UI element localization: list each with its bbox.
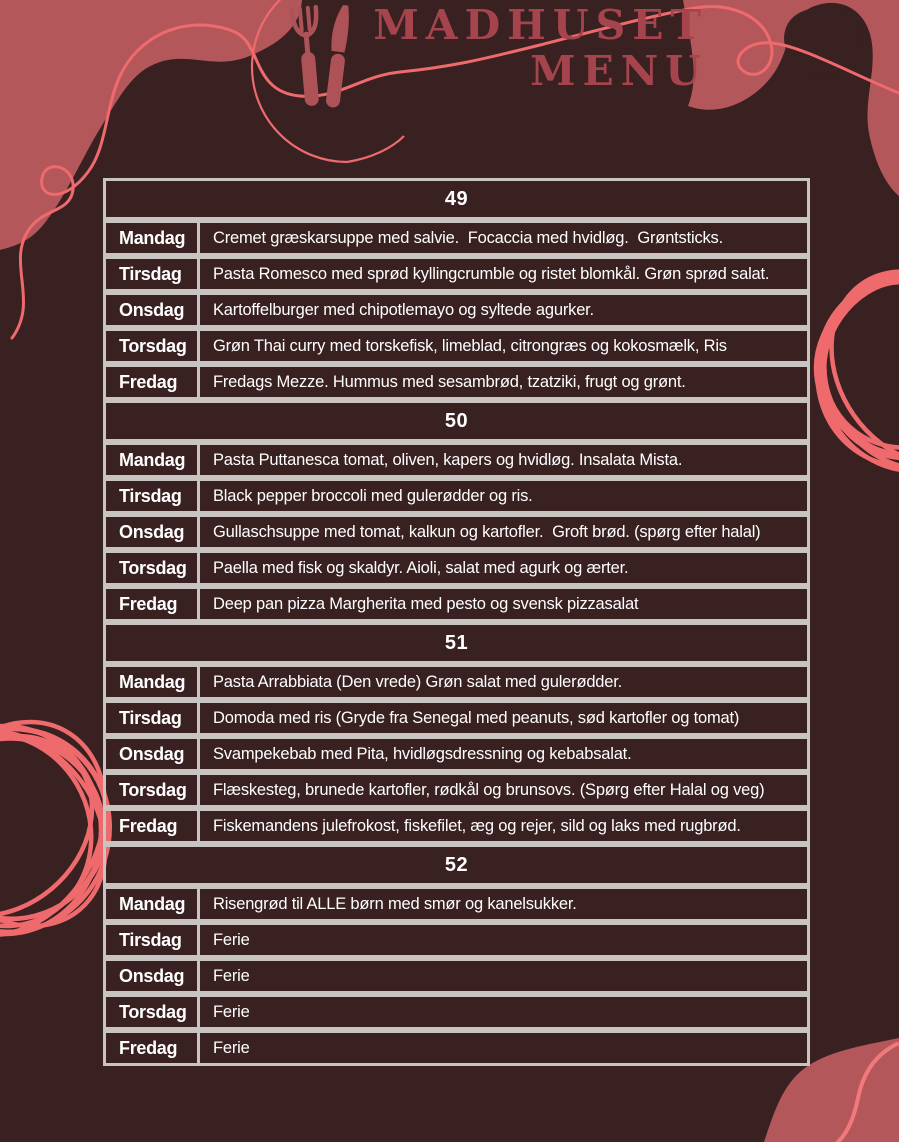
menu-day-row [103,1030,810,1066]
week-number-header: 50 [103,400,810,442]
menu-day-row [103,994,810,1030]
menu-day-row [103,442,810,478]
menu-day-row [103,772,810,808]
day-label: Mandag [106,889,200,919]
dish-text: Fredags Mezze. Hummus med sesambrød, tzatziki, frugt og grønt. [213,372,686,391]
day-label: Mandag [106,223,200,253]
dish-text: Pasta Puttanesca tomat, oliven, kapers og hvidløg. Insalata Mista. [213,450,683,469]
dish-text: Gullaschsuppe med tomat, kalkun og kartofler. Groft brød. (spørg efter halal) [213,522,761,541]
menu-day-row [103,256,810,292]
menu-day-row [103,586,810,622]
menu-day-row [103,550,810,586]
day-label: Torsdag [106,775,200,805]
dish-text: Black pepper broccoli med gulerødder og ris. [213,486,533,505]
day-label: Fredag [106,811,200,841]
dish-text: Ferie [213,1002,250,1021]
day-label: Fredag [106,367,200,397]
day-label: Onsdag [106,961,200,991]
menu-day-row [103,220,810,256]
menu-day-row [103,364,810,400]
menu-day-row [103,736,810,772]
dish-text: Deep pan pizza Margherita med pesto og svensk pizzasalat [213,594,639,613]
dish-text: Pasta Arrabbiata (Den vrede) Grøn salat med gulerødder. [213,672,623,691]
menu-day-row [103,808,810,844]
page-title [373,2,708,94]
dish-text: Svampekebab med Pita, hvidløgsdressning og kebabsalat. [213,744,632,763]
menu-day-row [103,958,810,994]
dish-text: Ferie [213,966,250,985]
dish-text: Flæskesteg, brunede kartofler, rødkål og brunsovs. (Spørg efter Halal og veg) [213,780,765,799]
day-label: Onsdag [106,517,200,547]
day-label: Tirsdag [106,925,200,955]
day-label: Onsdag [106,739,200,769]
dish-text: Cremet græskarsuppe med salvie. Focaccia med hvidløg. Grøntsticks. [213,228,723,247]
week-number-header: 49 [103,178,810,220]
dish-text: Paella med fisk og skaldyr. Aioli, salat med agurk og ærter. [213,558,629,577]
title-line-2: MENU [530,47,708,95]
menu-day-row [103,664,810,700]
dish-text: Fiskemandens julefrokost, fiskefilet, æg og rejer, sild og laks med rugbrød. [213,816,741,835]
dish-text: Domoda med ris (Gryde fra Senegal med peanuts, sød kartofler og tomat) [213,708,740,727]
menu-table [103,178,810,1066]
day-label: Mandag [106,445,200,475]
day-label: Tirsdag [106,703,200,733]
header [0,0,899,130]
menu-day-row [103,886,810,922]
day-label: Fredag [106,589,200,619]
menu-day-row [103,292,810,328]
day-label: Tirsdag [106,481,200,511]
fork-and-knife-icon [278,2,368,110]
menu-day-row [103,700,810,736]
day-label: Fredag [106,1033,200,1063]
day-label: Tirsdag [106,259,200,289]
dish-text: Risengrød til ALLE børn med smør og kanelsukker. [213,894,577,913]
menu-day-row [103,922,810,958]
dish-text: Ferie [213,1038,250,1057]
day-label: Torsdag [106,331,200,361]
day-label: Onsdag [106,295,200,325]
dish-text: Pasta Romesco med sprød kyllingcrumble og ristet blomkål. Grøn sprød salat. [213,264,770,283]
week-number-header: 51 [103,622,810,664]
menu-day-row [103,514,810,550]
week-number-header: 52 [103,844,810,886]
day-label: Torsdag [106,997,200,1027]
menu-day-row [103,328,810,364]
dish-text: Kartoffelburger med chipotlemayo og syltede agurker. [213,300,594,319]
day-label: Mandag [106,667,200,697]
day-label: Torsdag [106,553,200,583]
menu-day-row [103,478,810,514]
title-line-1: MADHUSET [373,1,708,49]
dish-text: Ferie [213,930,250,949]
dish-text: Grøn Thai curry med torskefisk, limeblad, citrongræs og kokosmælk, Ris [213,336,727,355]
